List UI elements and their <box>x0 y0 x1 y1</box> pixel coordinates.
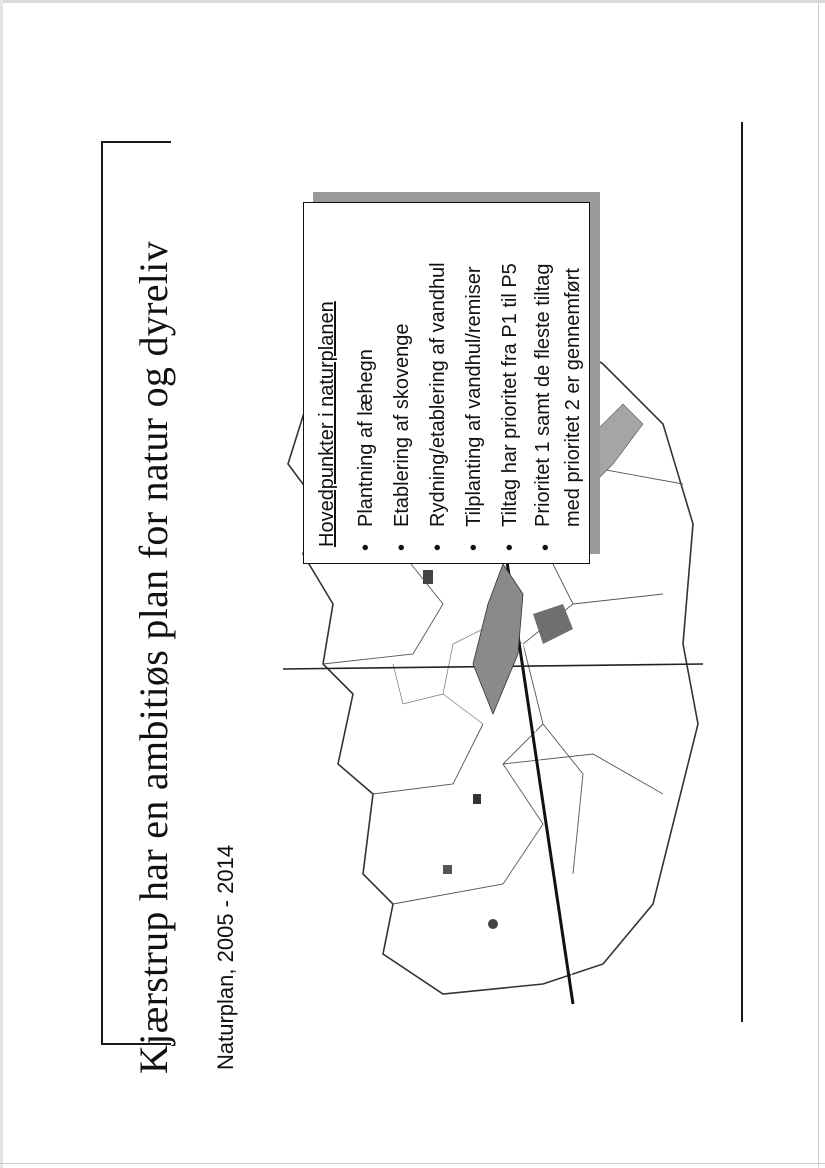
rotated-slide <box>108 84 728 1084</box>
list-item-text: Rydning/etablering af vandhul <box>427 262 449 527</box>
list-item <box>492 262 528 551</box>
list-item-text: Plantning af læhegn <box>355 349 377 527</box>
page-edge <box>0 0 3 1168</box>
page-edge <box>0 1163 825 1164</box>
box-heading: Hovedpunkter i naturplanen <box>316 301 338 547</box>
list-item <box>348 262 384 551</box>
list-item <box>528 262 588 551</box>
main-points-box <box>303 202 590 564</box>
pond-marker <box>443 865 452 874</box>
bullet-list <box>348 262 588 551</box>
bullet-icon: • <box>499 543 521 551</box>
bullet-icon: • <box>463 543 485 551</box>
forest-area <box>533 604 573 644</box>
slide-frame-rule <box>741 122 743 1022</box>
list-item-text-cont: med prioritet 2 er gennemført <box>562 268 584 527</box>
slide-frame-rule <box>101 141 103 1045</box>
bullet-icon: • <box>355 543 377 551</box>
list-item <box>420 262 456 551</box>
list-item-text: Tilplanting af vandhul/remiser <box>463 266 485 527</box>
list-item-text: Prioritet 1 samt de fleste tiltag <box>532 263 554 527</box>
forest-area <box>473 564 523 714</box>
list-item-text: Etablering af skovenge <box>391 323 413 527</box>
bullet-icon: • <box>391 543 413 551</box>
pond-marker <box>473 794 481 804</box>
list-item <box>384 262 420 551</box>
list-item <box>456 262 492 551</box>
list-item-text: Tiltag har prioritet fra P1 til P5 <box>499 263 521 527</box>
bullet-icon: • <box>427 543 449 551</box>
slide-subtitle: Naturplan, 2005 - 2014 <box>213 844 238 1070</box>
pond-marker <box>488 919 498 929</box>
page-edge <box>818 0 819 1168</box>
slide-title: Kjærstrup har en ambitiøs plan for natur og dyreliv <box>131 241 176 1074</box>
page-edge <box>0 0 825 3</box>
pond-marker <box>423 570 433 584</box>
bullet-icon: • <box>535 543 557 551</box>
